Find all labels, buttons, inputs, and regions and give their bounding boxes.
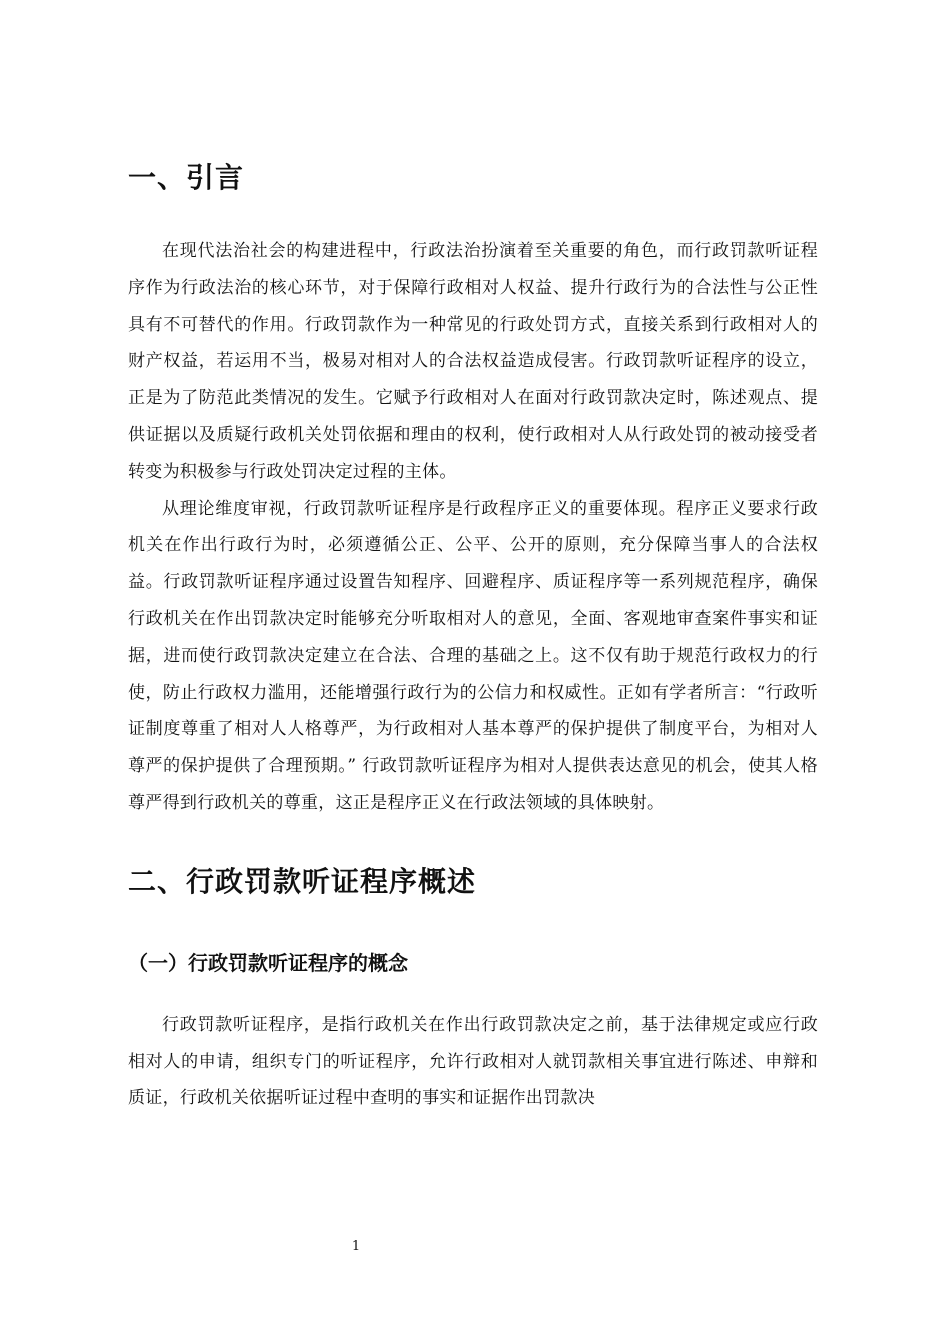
paragraph-introduction-2: 从理论维度审视，行政罚款听证程序是行政程序正义的重要体现。程序正义要求行政机关在作出行政行为时，必须遵循公正、公平、公开的原则，充分保障当事人的合法权益。行政罚款听证程序通过设置告知程序、回避程序、质证程序等一系列规范程序，确保行政机关在作出罚款决定时能够充分听取相对人的意见，全面、客观地审查案件事实和证据，进而使行政罚款决定建立在合法、合理的基础之上。这不仅有助于规范行政权力的行使，防止行政权力滥用，还能增强行政行为的公信力和权威性。正如有学者所言：“行政听证制度尊重了相对人人格尊严，为行政相对人基本尊严的保护提供了制度平台，为相对人尊严的保护提供了合理预期。” 行政罚款听证程序为相对人提供表达意见的机会，使其人格尊严得到行政机关的尊重，这正是程序正义在行政法领域的具体映射。 (128, 498, 818, 813)
section-heading-introduction: 一、引言 (128, 161, 245, 194)
spacer (128, 198, 818, 233)
page-content (128, 158, 818, 1117)
paragraph-concept-1: 行政罚款听证程序，是指行政机关在作出行政罚款决定之前，基于法律规定或应行政相对人的申请，组织专门的听证程序，允许行政相对人就罚款相关事宜进行陈述、申辩和质证，行政机关依据听证过程中查明的事实和证据作出罚款决 (128, 1014, 818, 1109)
section-heading-overview: 二、行政罚款听证程序概述 (128, 864, 477, 898)
paragraph-introduction-1: 在现代法治社会的构建进程中，行政法治扮演着至关重要的角色，而行政罚款听证程序作为行政法治的核心环节，对于保障行政相对人权益、提升行政行为的合法性与公正性具有不可替代的作用。行政罚款作为一种常见的行政处罚方式，直接关系到行政相对人的财产权益，若运用不当，极易对相对人的合法权益造成侵害。行政罚款听证程序的设立，正是为了防范此类情况的发生。它赋予行政相对人在面对行政罚款决定时，陈述观点、提供证据以及质疑行政机关处罚依据和理由的权利，使行政相对人从行政处罚的被动接受者转变为积极参与行政处罚决定过程的主体。 (128, 241, 818, 482)
subsection-heading-concept: （一）行政罚款听证程序的概念 (128, 950, 408, 975)
spacer (128, 978, 818, 1007)
spacer (128, 822, 818, 862)
spacer (128, 902, 818, 948)
page-number: 1 (351, 1239, 361, 1254)
